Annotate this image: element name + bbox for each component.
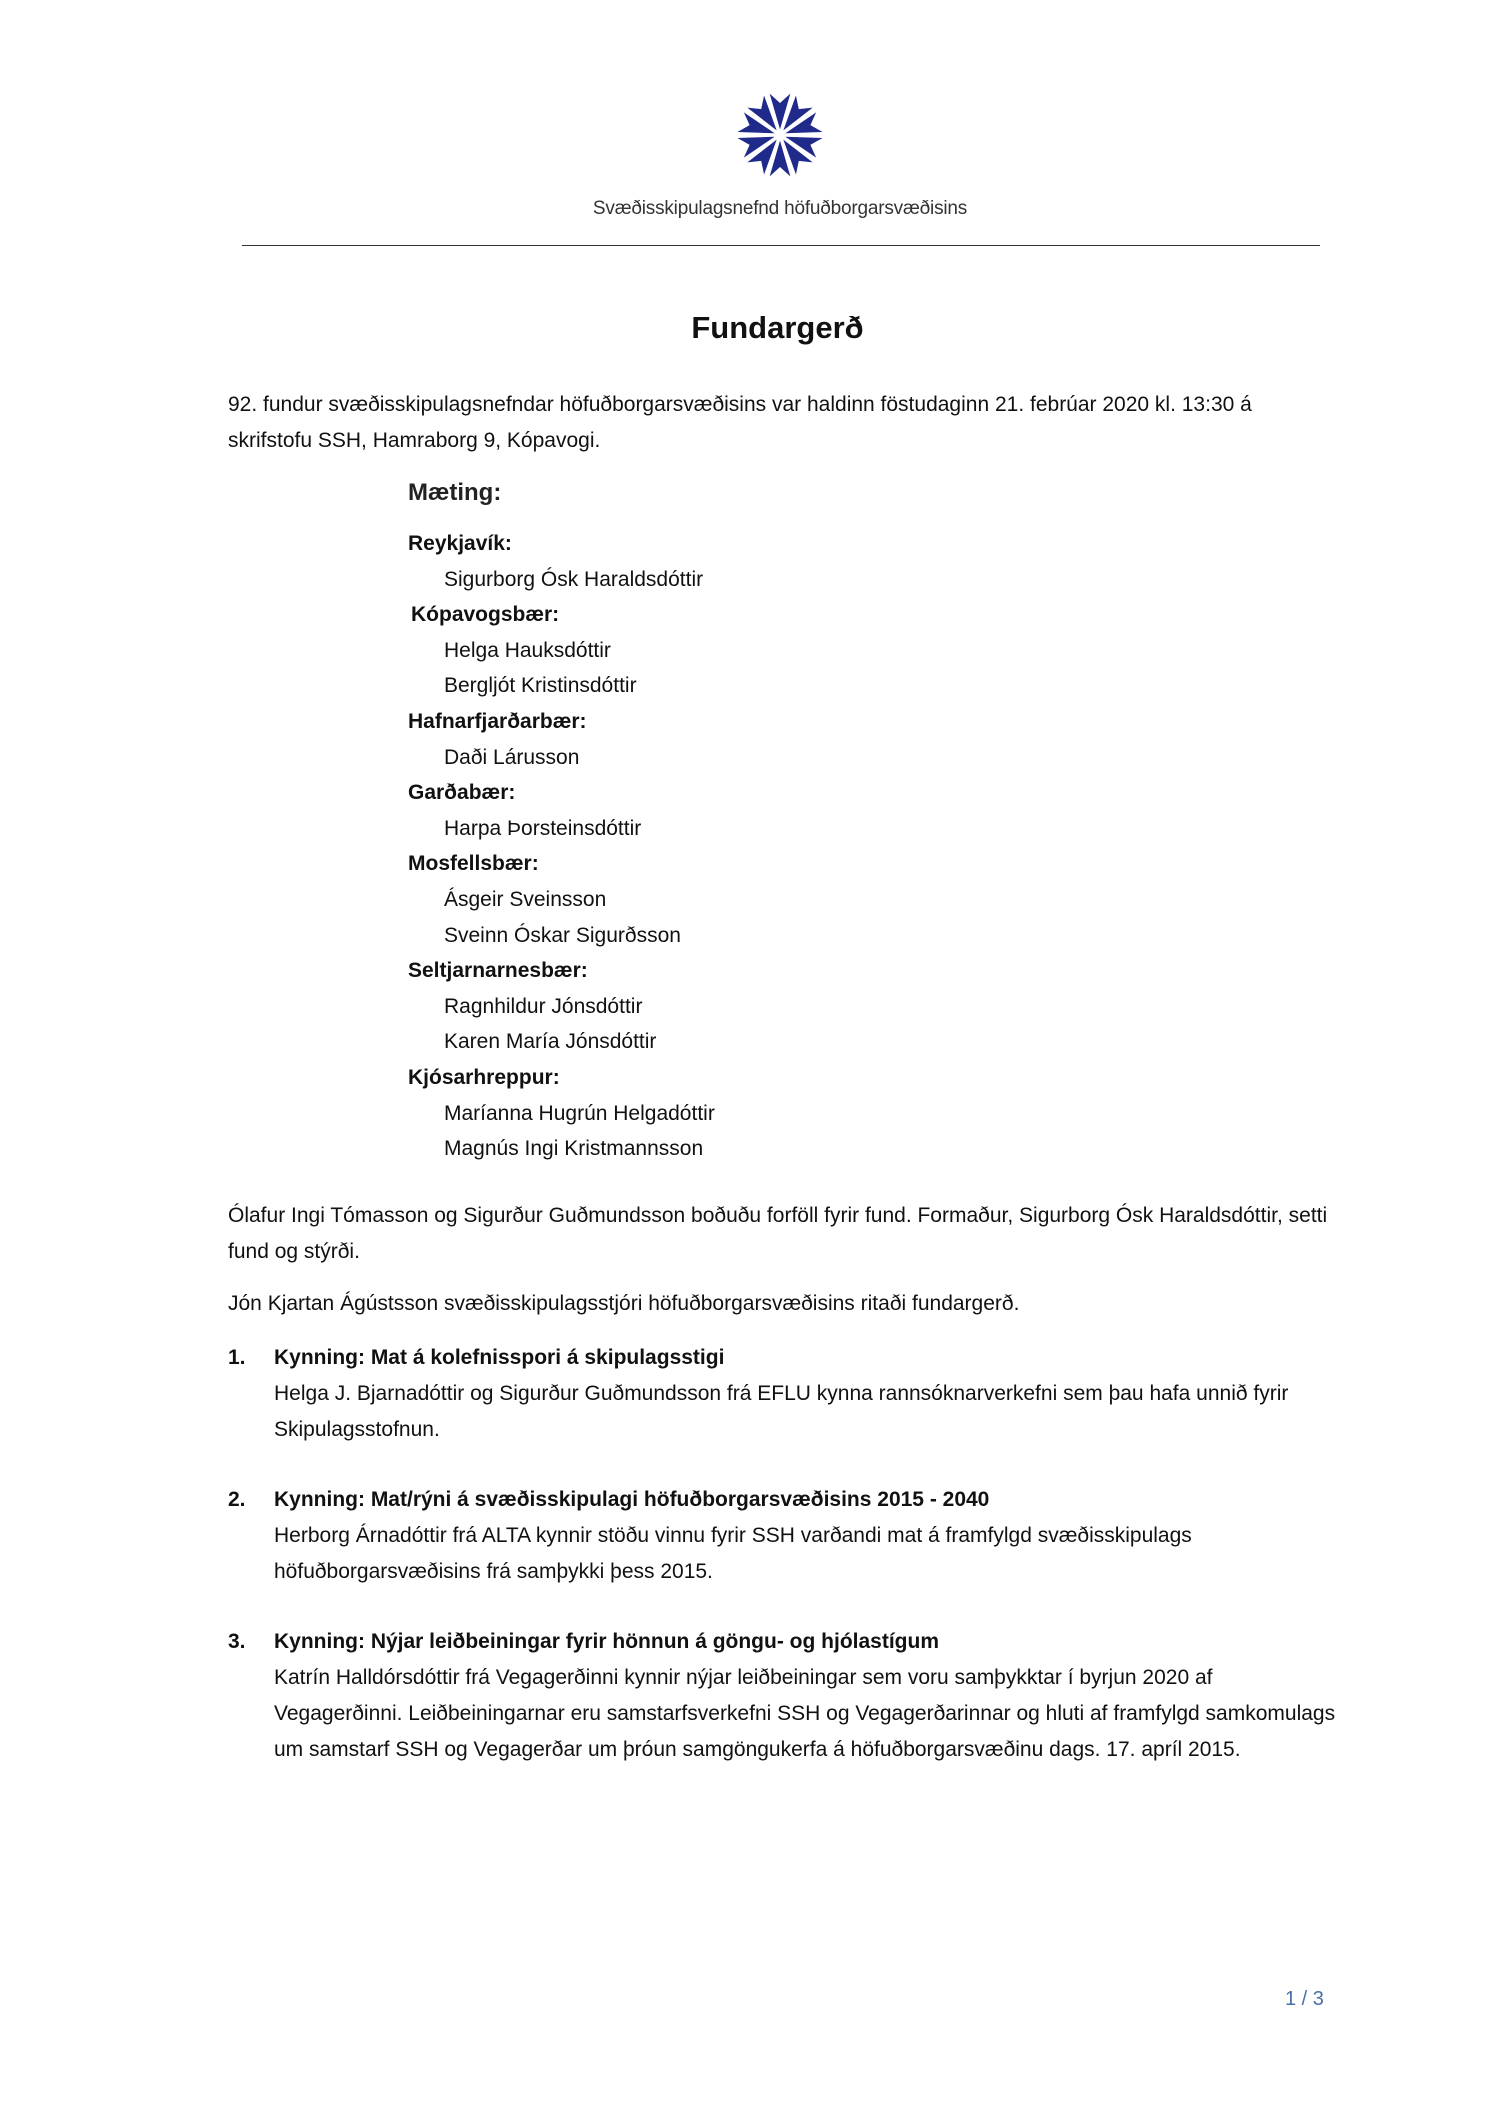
- attendance-section: [408, 474, 1108, 1167]
- header-divider: [242, 245, 1320, 246]
- attendance-group: [408, 953, 1108, 1060]
- attendee-name: Helga Hauksdóttir: [444, 638, 611, 662]
- municipality-label: Reykjavík:: [408, 532, 512, 555]
- municipality-label: Garðabær:: [408, 781, 516, 805]
- attendance-heading: Mæting:: [408, 479, 502, 506]
- attendee-name: Ásgeir Sveinsson: [444, 887, 607, 911]
- attendance-group: [408, 1060, 1108, 1167]
- page-number: 1 / 3: [1285, 1988, 1324, 2010]
- absence-note: Ólafur Ingi Tómasson og Sigurður Guðmundsson boðuðu forföll fyrir fund. Formaður, Sigurborg Ósk Haraldsdóttir, setti fund og stýrði.: [228, 1204, 1328, 1263]
- agenda-item: [228, 1624, 1338, 1768]
- attendee-name: Maríanna Hugrún Helgadóttir: [444, 1101, 715, 1125]
- municipality-label: Mosfellsbær:: [408, 852, 539, 876]
- attendee-name: Magnús Ingi Kristmannsson: [444, 1137, 704, 1161]
- organization-name: Svæðisskipulagsnefnd höfuðborgarsvæðisins: [592, 198, 968, 219]
- agenda-number: 1.: [228, 1346, 246, 1369]
- agenda-title: Kynning: Nýjar leiðbeiningar fyrir hönnun á göngu- og hjólastígum: [274, 1630, 939, 1653]
- attendance-group: [408, 526, 1108, 597]
- agenda-description: Katrín Halldórsdóttir frá Vegagerðinni kynnir nýjar leiðbeiningar sem voru samþykktar í byrjun 2020 af Vegagerðinni. Leiðbeiningarnar eru samstarfsverkefni SSH og Vegagerðarinnar og hluti af framfylgd samkomulags um samstarf SSH og Vegagerðar um þróun samgöngukerfa á höfuðborgarsvæðinu dags. 17. apríl 2015.: [274, 1666, 1336, 1761]
- attendee-name: Harpa Þorsteinsdóttir: [444, 816, 642, 840]
- attendee-name: Daði Lárusson: [444, 745, 580, 769]
- snowflake-star-icon: [733, 88, 827, 182]
- agenda-title: Kynning: Mat/rýni á svæðisskipulagi höfuðborgarsvæðisins 2015 - 2040: [274, 1488, 990, 1511]
- agenda-list: [228, 1340, 1338, 1802]
- attendance-group: [408, 704, 1108, 775]
- agenda-title: Kynning: Mat á kolefnisspori á skipulagsstigi: [274, 1346, 725, 1369]
- attendee-name: Karen María Jónsdóttir: [444, 1030, 657, 1054]
- municipality-label: Hafnarfjarðarbær:: [408, 709, 587, 733]
- page-title: Fundargerð: [691, 310, 864, 345]
- agenda-number: 3.: [228, 1630, 246, 1653]
- attendance-group: [408, 775, 1108, 846]
- attendee-name: Sigurborg Ósk Haraldsdóttir: [444, 567, 704, 591]
- attendee-name: Bergljót Kristinsdóttir: [444, 674, 637, 698]
- municipality-label: Kópavogsbær:: [411, 603, 560, 627]
- agenda-item: [228, 1340, 1338, 1448]
- agenda-description: Helga J. Bjarnadóttir og Sigurður Guðmundsson frá EFLU kynna rannsóknarverkefni sem þau hafa unnið fyrir Skipulagsstofnun.: [274, 1382, 1289, 1441]
- agenda-description: Herborg Árnadóttir frá ALTA kynnir stöðu vinnu fyrir SSH varðandi mat á framfylgd svæðisskipulags höfuðborgarsvæðisins frá samþykki þess 2015.: [274, 1524, 1192, 1583]
- attendance-group: [408, 597, 1108, 704]
- attendance-list: [408, 526, 1108, 1167]
- municipality-label: Seltjarnarnesbær:: [408, 959, 588, 983]
- attendee-name: Sveinn Óskar Sigurðsson: [444, 923, 681, 947]
- attendance-group: [408, 846, 1108, 953]
- attendee-name: Ragnhildur Jónsdóttir: [444, 994, 643, 1018]
- agenda-number: 2.: [228, 1488, 246, 1511]
- secretary-note: Jón Kjartan Ágústsson svæðisskipulagsstjóri höfuðborgarsvæðisins ritaði fundargerð.: [228, 1292, 1020, 1315]
- meeting-intro: 92. fundur svæðisskipulagsnefndar höfuðborgarsvæðisins var haldinn föstudaginn 21. febrúar 2020 kl. 13:30 á skrifstofu SSH, Hamraborg 9, Kópavogi.: [228, 393, 1252, 452]
- municipality-label: Kjósarhreppur:: [408, 1065, 560, 1089]
- agenda-item: [228, 1482, 1338, 1590]
